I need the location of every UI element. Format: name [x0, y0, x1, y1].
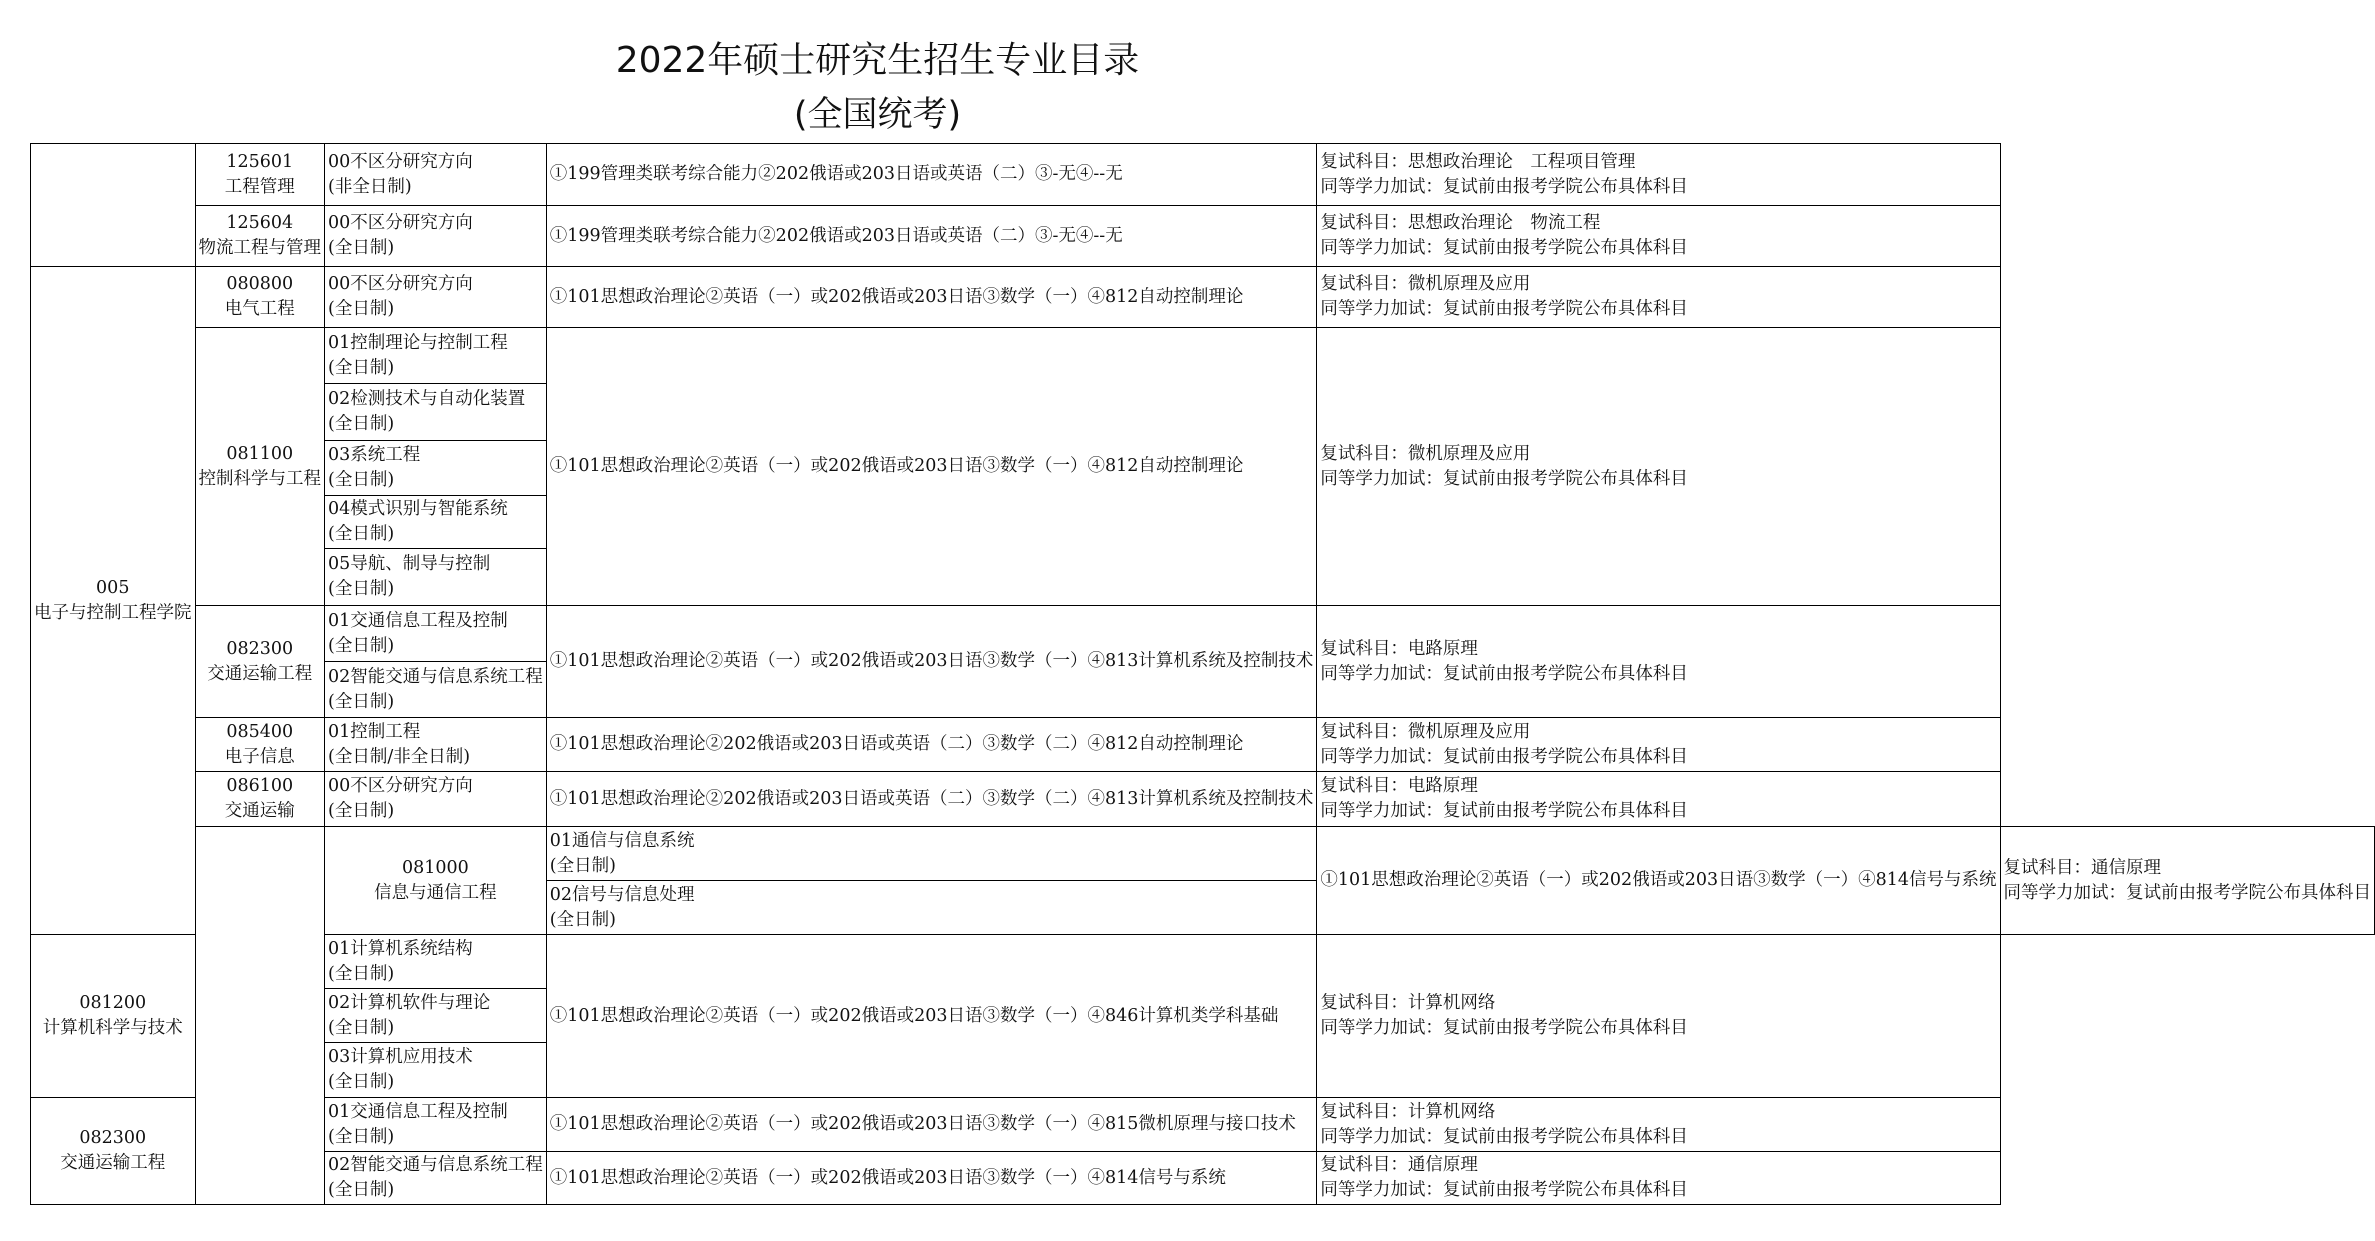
direction-cell	[325, 441, 547, 496]
table-row	[31, 1098, 2375, 1152]
direction-name: 02检测技术与自动化装置	[328, 389, 526, 409]
retest-cell	[1317, 718, 2000, 772]
retest-subjects: 复试科目：通信原理	[1320, 1155, 1478, 1175]
direction-cell	[325, 1152, 547, 1205]
direction-name: 02智能交通与信息系统工程	[328, 666, 543, 687]
dept-cell-prev	[31, 144, 196, 267]
direction-cell	[325, 1098, 547, 1152]
study-mode: (全日制)	[328, 1126, 395, 1147]
direction-cell	[325, 606, 547, 662]
direction-name: 03计算机应用技术	[328, 1047, 473, 1067]
direction-cell	[546, 881, 1317, 935]
direction-name: 02计算机软件与理论	[328, 992, 491, 1013]
direction-cell	[325, 206, 547, 267]
retest-subjects: 复试科目：思想政治理论 工程项目管理	[1320, 151, 1636, 172]
major-code: 125601	[226, 151, 294, 172]
direction-cell	[325, 772, 547, 827]
study-mode: (全日制)	[328, 635, 395, 656]
table-row	[31, 267, 2375, 328]
retest-subjects: 复试科目：微机原理及应用	[1320, 443, 1531, 464]
retest-subjects: 复试科目：电路原理	[1320, 776, 1478, 796]
major-code: 082300	[79, 1128, 147, 1148]
study-mode: (全日制)	[328, 963, 395, 984]
direction-name: 01通信与信息系统	[549, 830, 695, 851]
exam-subjects: ①101思想政治理论②英语（一）或202俄语或203日语③数学（一）④846计算机类学科基础	[546, 935, 1317, 1098]
direction-name: 00不区分研究方向	[328, 213, 473, 233]
study-mode: (全日制)	[328, 1180, 395, 1200]
equivalent-exam: 同等学力加试：复试前由报考学院公布具体科目	[1320, 176, 1688, 197]
major-cell	[195, 718, 325, 772]
retest-subjects: 复试科目：计算机网络	[1320, 993, 1496, 1013]
major-name: 控制科学与工程	[198, 468, 321, 489]
exam-subjects: ①101思想政治理论②英语（一）或202俄语或203日语③数学（一）④814信号与系统	[546, 1152, 1317, 1205]
direction-cell	[546, 827, 1317, 881]
equivalent-exam: 同等学力加试：复试前由报考学院公布具体科目	[1320, 468, 1688, 489]
table-row	[31, 718, 2375, 772]
direction-name: 01控制理论与控制工程	[328, 332, 508, 353]
equivalent-exam: 同等学力加试：复试前由报考学院公布具体科目	[1320, 801, 1688, 821]
equivalent-exam: 同等学力加试：复试前由报考学院公布具体科目	[1320, 1126, 1688, 1147]
direction-cell	[325, 718, 547, 772]
study-mode: (全日制)	[549, 855, 616, 876]
direction-name: 01交通信息工程及控制	[328, 1101, 508, 1122]
exam-subjects: ①101思想政治理论②英语（一）或202俄语或203日语③数学（一）④814信号与系统	[1317, 827, 2000, 935]
table-row	[31, 1152, 2375, 1205]
equivalent-exam: 同等学力加试：复试前由报考学院公布具体科目	[1320, 1180, 1688, 1200]
direction-name: 02智能交通与信息系统工程	[328, 1155, 543, 1175]
major-cell	[195, 267, 325, 328]
study-mode: (全日制)	[328, 579, 395, 599]
direction-name: 03系统工程	[328, 445, 421, 465]
exam-subjects: ①101思想政治理论②202俄语或203日语或英语（二）③数学（二）④812自动控制理论	[546, 718, 1317, 772]
equivalent-exam: 同等学力加试：复试前由报考学院公布具体科目	[1320, 238, 1688, 258]
retest-cell	[1317, 328, 2000, 606]
equivalent-exam: 同等学力加试：复试前由报考学院公布具体科目	[1320, 1018, 1688, 1038]
study-mode: (全日制)	[328, 299, 395, 319]
direction-name: 04模式识别与智能系统	[328, 499, 508, 519]
exam-subjects: ①101思想政治理论②202俄语或203日语或英语（二）③数学（二）④813计算机系统及控制技术	[546, 772, 1317, 827]
exam-subjects: ①101思想政治理论②英语（一）或202俄语或203日语③数学（一）④815微机原理与接口技术	[546, 1098, 1317, 1152]
direction-cell	[325, 549, 547, 606]
table-row	[31, 772, 2375, 827]
direction-cell	[325, 935, 547, 989]
retest-subjects: 复试科目：微机原理及应用	[1320, 274, 1531, 294]
retest-subjects: 复试科目：电路原理	[1320, 638, 1478, 659]
major-name: 信息与通信工程	[374, 882, 497, 903]
major-code: 081100	[226, 443, 294, 464]
major-cell	[31, 935, 196, 1098]
direction-cell	[325, 1043, 547, 1098]
study-mode: (全日制)	[328, 524, 395, 544]
direction-name: 01交通信息工程及控制	[328, 610, 508, 631]
major-code: 082300	[226, 638, 294, 659]
table-row	[31, 827, 2375, 881]
direction-cell	[325, 328, 547, 384]
study-mode: (全日制)	[328, 691, 395, 712]
dept-code: 005	[96, 577, 130, 598]
direction-cell	[325, 267, 547, 328]
equivalent-exam: 同等学力加试：复试前由报考学院公布具体科目	[1320, 299, 1688, 319]
dept-name: 电子与控制工程学院	[34, 602, 192, 623]
equivalent-exam: 同等学力加试：复试前由报考学院公布具体科目	[1320, 663, 1688, 684]
major-code: 081200	[79, 993, 147, 1013]
table-row	[31, 206, 2375, 267]
study-mode: (全日制)	[328, 801, 395, 821]
direction-cell	[325, 384, 547, 441]
major-cell	[195, 206, 325, 267]
direction-name: 01计算机系统结构	[328, 938, 473, 959]
direction-name: 02信号与信息处理	[549, 884, 695, 905]
retest-cell	[1317, 606, 2000, 718]
table-row	[31, 935, 2375, 989]
direction-cell	[325, 144, 547, 206]
major-code: 080800	[226, 274, 294, 294]
retest-subjects: 复试科目：微机原理及应用	[1320, 721, 1531, 742]
study-mode: (全日制)	[328, 470, 395, 490]
major-code: 086100	[226, 776, 294, 796]
page-subtitle: (全国统考)	[793, 95, 962, 135]
study-mode: (全日制)	[328, 1072, 395, 1092]
major-code: 081000	[401, 857, 469, 878]
table-row	[31, 328, 2375, 384]
major-name: 物流工程与管理	[198, 238, 321, 258]
retest-subjects: 复试科目：思想政治理论 物流工程	[1320, 213, 1601, 233]
direction-cell	[325, 989, 547, 1043]
major-name: 交通运输工程	[207, 663, 313, 684]
exam-subjects: ①101思想政治理论②英语（一）或202俄语或203日语③数学（一）④812自动控制理论	[546, 267, 1317, 328]
retest-cell	[1317, 144, 2000, 206]
retest-cell	[1317, 1152, 2000, 1205]
major-cell	[195, 606, 325, 718]
direction-name: 00不区分研究方向	[328, 776, 473, 796]
retest-cell	[1317, 935, 2000, 1098]
study-mode: (非全日制)	[328, 176, 412, 197]
equivalent-exam: 同等学力加试：复试前由报考学院公布具体科目	[2003, 882, 2371, 903]
major-name: 电子信息	[224, 746, 295, 767]
study-mode: (全日制)	[328, 414, 395, 434]
major-cell	[325, 827, 547, 935]
equivalent-exam: 同等学力加试：复试前由报考学院公布具体科目	[1320, 746, 1688, 767]
retest-cell	[1317, 206, 2000, 267]
page-title: 2022年硕士研究生招生专业目录	[615, 40, 1140, 81]
retest-subjects: 复试科目：通信原理	[2003, 857, 2161, 878]
retest-cell	[1317, 772, 2000, 827]
exam-subjects: ①101思想政治理论②英语（一）或202俄语或203日语③数学（一）④813计算机系统及控制技术	[546, 606, 1317, 718]
exam-subjects: ①101思想政治理论②英语（一）或202俄语或203日语③数学（一）④812自动控制理论	[546, 328, 1317, 606]
major-cell	[195, 772, 325, 827]
direction-cell	[325, 496, 547, 549]
major-cell	[195, 144, 325, 206]
exam-subjects: ①199管理类联考综合能力②202俄语或203日语或英语（二）③-无④--无	[546, 206, 1317, 267]
study-mode: (全日制)	[328, 357, 395, 378]
direction-name: 00不区分研究方向	[328, 151, 473, 172]
major-name: 电气工程	[224, 299, 295, 319]
major-name: 计算机科学与技术	[42, 1018, 183, 1038]
direction-cell	[325, 662, 547, 718]
retest-subjects: 复试科目：计算机网络	[1320, 1101, 1496, 1122]
table-row	[31, 606, 2375, 662]
major-name: 交通运输	[224, 801, 295, 821]
major-name: 交通运输工程	[60, 1153, 166, 1173]
table-row	[31, 144, 2375, 206]
major-code: 085400	[226, 721, 294, 742]
major-cell	[31, 1098, 196, 1205]
catalog-table	[30, 143, 2375, 1205]
major-cell	[195, 328, 325, 606]
study-mode: (全日制)	[328, 238, 395, 258]
major-code: 125604	[226, 213, 294, 233]
exam-subjects: ①199管理类联考综合能力②202俄语或203日语或英语（二）③-无④--无	[546, 144, 1317, 206]
direction-name: 05导航、制导与控制	[328, 554, 491, 574]
dept-cell	[31, 267, 196, 935]
study-mode: (全日制/非全日制)	[328, 746, 471, 767]
retest-cell	[1317, 1098, 2000, 1152]
major-name: 工程管理	[224, 176, 295, 197]
study-mode: (全日制)	[549, 909, 616, 930]
retest-cell	[1317, 267, 2000, 328]
study-mode: (全日制)	[328, 1017, 395, 1038]
retest-cell	[2000, 827, 2375, 935]
dept-cell-next	[195, 827, 325, 1205]
direction-name: 01控制工程	[328, 721, 421, 742]
direction-name: 00不区分研究方向	[328, 274, 473, 294]
